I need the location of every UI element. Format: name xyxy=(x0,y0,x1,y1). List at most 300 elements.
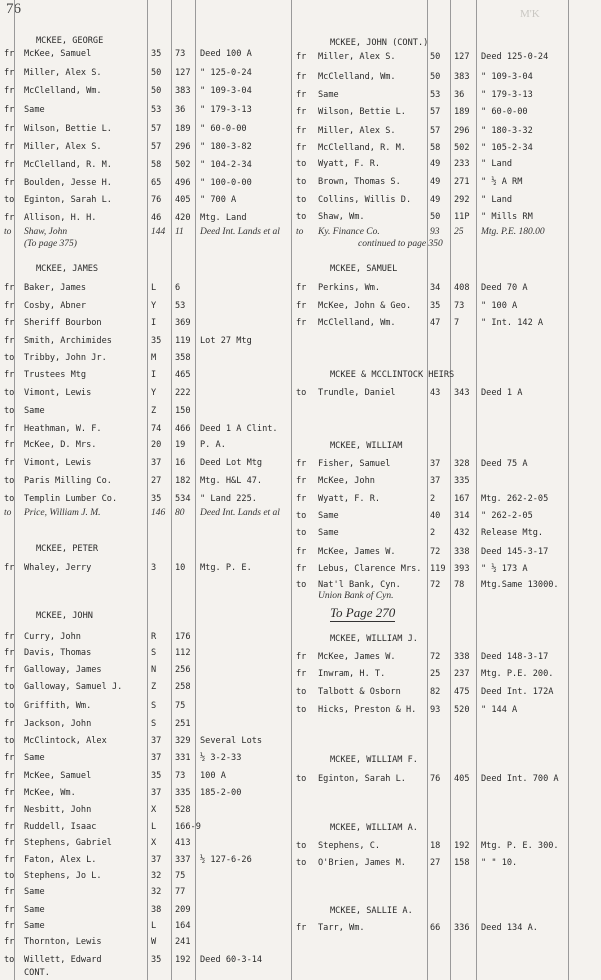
party-name: Union Bank of Cyn. xyxy=(318,591,394,601)
direction-code: fr xyxy=(4,440,15,450)
instrument-desc: " 179-3-13 xyxy=(481,90,533,100)
party-name: Same xyxy=(24,921,45,931)
direction-code: fr xyxy=(4,49,15,59)
party-name: McKee, Wm. xyxy=(24,788,76,798)
book-number: 144 xyxy=(151,227,166,237)
party-name: Faton, Alex L. xyxy=(24,855,97,865)
party-name: Brown, Thomas S. xyxy=(318,177,401,187)
index-entry xyxy=(0,589,601,603)
direction-code: to xyxy=(296,841,307,851)
direction-code: fr xyxy=(4,213,15,223)
book-number: Y xyxy=(151,301,157,311)
instrument-desc: Mtg. 262-2-05 xyxy=(481,494,549,504)
book-number: 76 xyxy=(430,774,441,784)
instrument-desc: Deed 75 A xyxy=(481,459,528,469)
direction-code: to xyxy=(4,227,12,237)
book-number: 50 xyxy=(151,86,162,96)
party-name: Nesbitt, John xyxy=(24,805,92,815)
instrument-desc: Deed Int. 700 A xyxy=(481,774,559,784)
page-ref: 528 xyxy=(175,805,191,815)
party-name: Miller, Alex S. xyxy=(24,68,102,78)
direction-code: fr xyxy=(296,923,307,933)
index-entry xyxy=(0,281,601,295)
heading-name: MCKEE & MCCLINTOCK HEIRS xyxy=(330,370,455,380)
page-ref: 369 xyxy=(175,318,191,328)
book-number: 40 xyxy=(430,511,441,521)
page-ref: 256 xyxy=(175,665,191,675)
instrument-desc: " 104-2-34 xyxy=(200,160,252,170)
page-ref: 329 xyxy=(175,736,191,746)
page-ref: 296 xyxy=(175,142,191,152)
direction-code: to xyxy=(296,687,307,697)
instrument-desc: " 100 A xyxy=(481,301,518,311)
book-number: W xyxy=(151,937,157,947)
direction-code: fr xyxy=(296,90,307,100)
party-name: McClelland, Wm. xyxy=(318,318,396,328)
party-name: Galloway, James xyxy=(24,665,102,675)
page-ref: 7 xyxy=(454,318,460,328)
direction-code: to xyxy=(296,159,307,169)
party-name: Wilson, Bettie L. xyxy=(24,124,112,134)
party-name: Ruddell, Isaac xyxy=(24,822,97,832)
index-entry xyxy=(0,316,601,330)
heading-name: MCKEE, SALLIE A. xyxy=(330,906,413,916)
index-entry xyxy=(0,210,601,224)
direction-code: fr xyxy=(296,318,307,328)
index-entry xyxy=(0,650,601,664)
book-number: S xyxy=(151,701,157,711)
page-ref: 405 xyxy=(454,774,470,784)
direction-code: to xyxy=(4,353,15,363)
page-ref: 73 xyxy=(175,49,186,59)
party-name: Fisher, Samuel xyxy=(318,459,391,469)
instrument-desc: " 180-3-32 xyxy=(481,126,533,136)
party-name: Same xyxy=(318,90,339,100)
instrument-desc: " Land xyxy=(481,159,513,169)
page-ref: 6 xyxy=(175,283,181,293)
party-name: Price, William J. M. xyxy=(24,508,101,518)
page-ref: 75 xyxy=(175,701,186,711)
direction-code: fr xyxy=(4,458,15,468)
direction-code: fr xyxy=(4,632,15,642)
page-ref: 393 xyxy=(454,564,470,574)
direction-code: to xyxy=(4,195,15,205)
direction-code: fr xyxy=(4,788,15,798)
book-number: 50 xyxy=(151,68,162,78)
instrument-desc: " 100-0-00 xyxy=(200,178,252,188)
party-name: Same xyxy=(24,406,45,416)
direction-code: to xyxy=(4,406,15,416)
book-number: R xyxy=(151,632,157,642)
book-number: 35 xyxy=(151,494,162,504)
direction-code: to xyxy=(296,227,304,237)
party-name: Cosby, Abner xyxy=(24,301,87,311)
book-number: 65 xyxy=(151,178,162,188)
party-name: Trustees Mtg xyxy=(24,370,87,380)
book-number: 37 xyxy=(151,736,162,746)
index-entry xyxy=(0,885,601,899)
direction-code: to xyxy=(4,871,15,881)
direction-code: fr xyxy=(4,160,15,170)
direction-code: fr xyxy=(296,459,307,469)
page-ref: 192 xyxy=(454,841,470,851)
direction-code: fr xyxy=(296,143,307,153)
instrument-desc: " ½ A RM xyxy=(481,177,523,187)
direction-code: to xyxy=(4,736,15,746)
page-ref: 158 xyxy=(454,858,470,868)
book-number: Y xyxy=(151,388,157,398)
direction-code: fr xyxy=(4,887,15,897)
direction-code: to xyxy=(296,774,307,784)
instrument-desc: Deed 134 A. xyxy=(481,923,538,933)
party-name: Jackson, John xyxy=(24,719,92,729)
book-number: 57 xyxy=(430,107,441,117)
page-ref: 189 xyxy=(175,124,191,134)
direction-code: fr xyxy=(4,921,15,931)
instrument-desc: " 105-2-34 xyxy=(481,143,533,153)
instrument-desc: Deed 100 A xyxy=(200,49,252,59)
page-ref: 73 xyxy=(175,771,186,781)
book-number: 50 xyxy=(430,52,441,62)
page-ref: 314 xyxy=(454,511,470,521)
heading-name: MCKEE, PETER xyxy=(36,544,99,554)
party-name: Tarr, Wm. xyxy=(318,923,365,933)
direction-code: fr xyxy=(4,336,15,346)
instrument-desc: " 125-0-24 xyxy=(200,68,252,78)
direction-code: fr xyxy=(4,822,15,832)
book-number: 72 xyxy=(430,547,441,557)
party-name: Baker, James xyxy=(24,283,87,293)
page-ref: 331 xyxy=(175,753,191,763)
direction-code: fr xyxy=(4,855,15,865)
book-number: 32 xyxy=(151,871,162,881)
direction-code: to xyxy=(296,177,307,187)
party-name: Miller, Alex S. xyxy=(318,126,396,136)
party-name: Miller, Alex S. xyxy=(24,142,102,152)
party-name: McClelland, R. M. xyxy=(318,143,406,153)
instrument-desc: " 60-0-00 xyxy=(200,124,247,134)
book-number: 93 xyxy=(430,705,441,715)
party-name: Willett, Edward xyxy=(24,955,102,965)
index-entry xyxy=(0,422,601,436)
instrument-desc: Deed 1 A Clint. xyxy=(200,424,278,434)
index-entry xyxy=(0,157,601,171)
page-ref: 502 xyxy=(175,160,191,170)
direction-code: fr xyxy=(4,838,15,848)
page-ref: 358 xyxy=(175,353,191,363)
instrument-desc: Deed Lot Mtg xyxy=(200,458,263,468)
direction-code: fr xyxy=(296,126,307,136)
page-ref: 127 xyxy=(454,52,470,62)
book-number: I xyxy=(151,370,157,380)
party-name: continued to page 350 xyxy=(358,239,443,249)
instrument-desc: " 144 A xyxy=(481,705,518,715)
party-name: Sheriff Bourbon xyxy=(24,318,102,328)
index-entry xyxy=(0,237,601,251)
index-entry xyxy=(0,856,601,870)
book-number: 146 xyxy=(151,508,166,518)
instrument-desc: " 262-2-05 xyxy=(481,511,533,521)
index-entry xyxy=(0,953,601,967)
instrument-desc: Several Lots xyxy=(200,736,263,746)
instrument-desc: " 179-3-13 xyxy=(200,105,252,115)
instrument-desc: Deed 125-0-24 xyxy=(481,52,549,62)
instrument-desc: Mtg. Land xyxy=(200,213,247,223)
index-heading xyxy=(0,262,601,276)
instrument-desc: " 60-0-00 xyxy=(481,107,528,117)
index-entry xyxy=(0,141,601,155)
index-entry xyxy=(0,772,601,786)
direction-code: to xyxy=(296,212,307,222)
book-number: 25 xyxy=(430,669,441,679)
direction-code: fr xyxy=(296,494,307,504)
index-entry xyxy=(0,193,601,207)
book-number: L xyxy=(151,921,157,931)
page-ref: 222 xyxy=(175,388,191,398)
index-entry xyxy=(0,457,601,471)
book-number: 18 xyxy=(430,841,441,851)
direction-code: fr xyxy=(4,68,15,78)
book-number: L xyxy=(151,283,157,293)
direction-code: fr xyxy=(296,301,307,311)
page-ref: 338 xyxy=(454,652,470,662)
page-ref: 150 xyxy=(175,406,191,416)
heading-name: MCKEE, JOHN (CONT.) xyxy=(330,38,429,48)
heading-name: MCKEE, JOHN xyxy=(36,611,93,621)
page-ref: 496 xyxy=(175,178,191,188)
page-ref: 119 xyxy=(175,336,191,346)
party-name: CONT. xyxy=(24,968,50,978)
index-entry xyxy=(0,386,601,400)
book-number: N xyxy=(151,665,157,675)
index-entry xyxy=(0,492,601,506)
direction-code: fr xyxy=(296,72,307,82)
instrument-desc: " 109-3-04 xyxy=(481,72,533,82)
party-name: McKee, James W. xyxy=(318,652,396,662)
direction-code: to xyxy=(296,195,307,205)
direction-code: fr xyxy=(4,283,15,293)
page-ref: 237 xyxy=(454,669,470,679)
page-ref: 182 xyxy=(175,476,191,486)
party-name: McKee, James W. xyxy=(318,547,396,557)
book-number: 37 xyxy=(151,753,162,763)
page-ref: 335 xyxy=(454,476,470,486)
page-ref: 167 xyxy=(454,494,470,504)
direction-code: to xyxy=(4,701,15,711)
party-name: Thornton, Lewis xyxy=(24,937,102,947)
book-number: 37 xyxy=(151,788,162,798)
page-ref: 77 xyxy=(175,887,186,897)
book-number: 35 xyxy=(151,49,162,59)
book-number: 37 xyxy=(151,855,162,865)
direction-code: fr xyxy=(4,105,15,115)
book-number: 50 xyxy=(430,72,441,82)
index-entry xyxy=(0,966,601,980)
direction-code: to xyxy=(4,388,15,398)
party-name: Same xyxy=(24,753,45,763)
instrument-desc: Deed 148-3-17 xyxy=(481,652,549,662)
instrument-desc: P. A. xyxy=(200,440,226,450)
index-entry xyxy=(0,803,601,817)
page-ref: 343 xyxy=(454,388,470,398)
party-name: McClelland, R. M. xyxy=(24,160,112,170)
direction-code: to xyxy=(296,511,307,521)
page-ref: 16 xyxy=(175,458,186,468)
index-entry xyxy=(0,703,601,717)
page-ref: 466 xyxy=(175,424,191,434)
direction-code: to xyxy=(296,858,307,868)
party-name: Stephens, Jo L. xyxy=(24,871,102,881)
instrument-desc: Deed Int. 172A xyxy=(481,687,554,697)
page-ref: 405 xyxy=(175,195,191,205)
page-ref: 233 xyxy=(454,159,470,169)
instrument-desc: " " 10. xyxy=(481,858,518,868)
direction-code: to xyxy=(4,494,15,504)
direction-code: fr xyxy=(4,771,15,781)
party-name: Curry, John xyxy=(24,632,81,642)
page-ref: 408 xyxy=(454,283,470,293)
direction-code: to xyxy=(296,705,307,715)
page-ref: 413 xyxy=(175,838,191,848)
book-number: 93 xyxy=(430,227,440,237)
book-number: S xyxy=(151,719,157,729)
party-name: Heathman, W. F. xyxy=(24,424,102,434)
instrument-desc: Deed 70 A xyxy=(481,283,528,293)
page-ref: 258 xyxy=(175,682,191,692)
party-name: McKee, John & Geo. xyxy=(318,301,412,311)
direction-code: fr xyxy=(4,905,15,915)
book-number: Z xyxy=(151,406,157,416)
party-name: Templin Lumber Co. xyxy=(24,494,118,504)
index-entry xyxy=(0,685,601,699)
page-ref: 534 xyxy=(175,494,191,504)
heading-name: MCKEE, SAMUEL xyxy=(330,264,398,274)
party-name: Davis, Thomas xyxy=(24,648,92,658)
index-heading xyxy=(0,904,601,918)
instrument-desc: Mtg. H&L 47. xyxy=(200,476,263,486)
party-name: Shaw, Wm. xyxy=(318,212,365,222)
direction-code: fr xyxy=(296,564,307,574)
page-ref: 338 xyxy=(454,547,470,557)
direction-code: fr xyxy=(4,424,15,434)
book-number: M xyxy=(151,353,157,363)
instrument-desc: " 109-3-04 xyxy=(200,86,252,96)
book-number: 27 xyxy=(430,858,441,868)
heading-name: MCKEE, WILLIAM A. xyxy=(330,823,418,833)
book-number: 27 xyxy=(151,476,162,486)
instrument-desc: 100 A xyxy=(200,771,226,781)
direction-code: fr xyxy=(296,652,307,662)
page-ref: 11P xyxy=(454,212,470,222)
direction-code: fr xyxy=(4,753,15,763)
page-ref: 241 xyxy=(175,937,191,947)
party-name: Talbott & Osborn xyxy=(318,687,401,697)
party-name: Wyatt, F. R. xyxy=(318,494,381,504)
page-ref: 192 xyxy=(175,955,191,965)
party-name: Griffith, Wm. xyxy=(24,701,92,711)
page-ref: 36 xyxy=(454,90,465,100)
party-name: Same xyxy=(318,511,339,521)
page-ref: 520 xyxy=(454,705,470,715)
page-ref: 209 xyxy=(175,905,191,915)
index-entry xyxy=(0,474,601,488)
book-number: 2 xyxy=(430,494,436,504)
index-entry xyxy=(0,562,601,576)
party-name: Ky. Finance Co. xyxy=(318,227,380,237)
book-number: 49 xyxy=(430,195,441,205)
index-entry xyxy=(0,921,601,935)
index-heading xyxy=(0,632,601,646)
page-ref: 127 xyxy=(175,68,191,78)
page-ref: 271 xyxy=(454,177,470,187)
faint-bleedthrough-mark: M'K xyxy=(520,8,540,20)
party-name: Shaw, John xyxy=(24,227,68,237)
book-number: 57 xyxy=(151,142,162,152)
page-number: 76 xyxy=(6,1,21,17)
page-ref: 296 xyxy=(454,126,470,136)
book-number: 49 xyxy=(430,177,441,187)
book-number: 37 xyxy=(151,458,162,468)
party-name: Eginton, Sarah L. xyxy=(24,195,112,205)
book-number: 37 xyxy=(430,459,441,469)
party-name: Trundle, Daniel xyxy=(318,388,396,398)
book-number: 20 xyxy=(151,440,162,450)
instrument-desc: 185-2-00 xyxy=(200,788,242,798)
direction-code: to xyxy=(296,580,307,590)
index-entry xyxy=(0,839,601,853)
book-number: L xyxy=(151,822,157,832)
heading-name: MCKEE, WILLIAM F. xyxy=(330,755,418,765)
index-entry xyxy=(0,175,601,189)
direction-code: fr xyxy=(4,937,15,947)
party-name: Wilson, Bettie L. xyxy=(318,107,406,117)
index-entry xyxy=(0,667,601,681)
book-number: 119 xyxy=(430,564,446,574)
page-ref: 475 xyxy=(454,687,470,697)
instrument-desc: Deed 1 A xyxy=(481,388,523,398)
index-heading xyxy=(0,368,601,382)
book-number: X xyxy=(151,805,157,815)
book-number: 53 xyxy=(151,105,162,115)
party-name: (To page 375) xyxy=(24,239,77,249)
instrument-desc: Deed 60-3-14 xyxy=(200,955,263,965)
index-entry xyxy=(0,526,601,540)
party-name: Vimont, Lewis xyxy=(24,458,92,468)
book-number: 57 xyxy=(430,126,441,136)
party-name: Collins, Willis D. xyxy=(318,195,412,205)
direction-code: fr xyxy=(4,178,15,188)
page-ref: 420 xyxy=(175,213,191,223)
instrument-desc: " Land 225. xyxy=(200,494,257,504)
instrument-desc: ½ 3-2-33 xyxy=(200,753,242,763)
page-ref: 166-9 xyxy=(175,822,201,832)
index-entry xyxy=(0,545,601,559)
book-number: X xyxy=(151,838,157,848)
book-number: 66 xyxy=(430,923,441,933)
page-ref: 112 xyxy=(175,648,191,658)
direction-code: fr xyxy=(296,547,307,557)
page-ref: 80 xyxy=(175,508,185,518)
page-ref: 432 xyxy=(454,528,470,538)
instrument-desc: Deed Int. Lands et al xyxy=(200,508,280,518)
instrument-desc: " Int. 142 A xyxy=(481,318,544,328)
book-number: 34 xyxy=(430,283,441,293)
party-name: Nat'l Bank, Cyn. xyxy=(318,580,401,590)
page-ref: 10 xyxy=(175,563,186,573)
book-number: 49 xyxy=(430,159,441,169)
party-name: Perkins, Wm. xyxy=(318,283,381,293)
book-number: 72 xyxy=(430,652,441,662)
